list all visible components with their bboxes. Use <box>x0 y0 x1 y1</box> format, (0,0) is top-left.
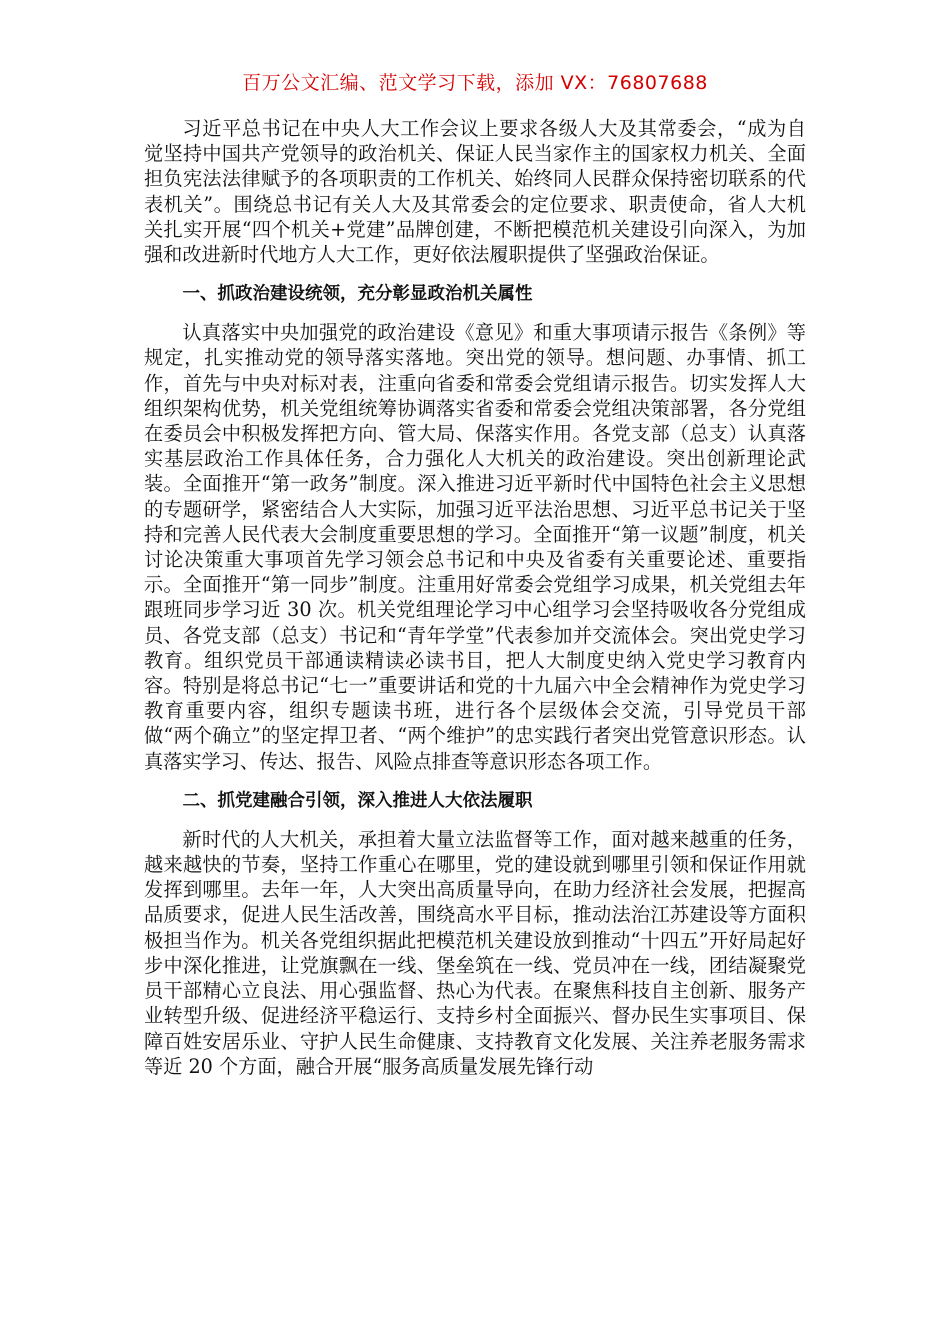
section-paragraph-1: 认真落实中央加强党的政治建设《意见》和重大事项请示报告《条例》等规定，扎实推动党的领导落实落地。突出党的领导。想问题、办事情、抓工作，首先与中央对标对表，注重向省委和常委会党组请示报告。切实发挥人大组织架构优势，机关党组统筹协调落实省委和常委会党组决策部署，各分党组在委员会中积极发挥把方向、管大局、保落实作用。各党支部（总支）认真落实基层政治工作具体任务，合力强化人大机关的政治建设。突出创新理论武装。全面推开“第一政务”制度。深入推进习近平新时代中国特色社会主义思想的专题研学，紧密结合人大实际，加强习近平法治思想、习近平总书记关于坚持和完善人民代表大会制度重要思想的学习。全面推开“第一议题”制度，机关讨论决策重大事项首先学习领会总书记和中央及省委有关重要论述、重要指示。全面推开“第一同步”制度。注重用好常委会党组学习成果，机关党组去年跟班同步学习近 30 次。机关党组理论学习中心组学习会坚持吸收各分党组成员、各党支部（总支）书记和“青年学堂”代表参加并交流体会。突出党史学习教育。组织党员干部通读精读必读书目，把人大制度史纳入党史学习教育内容。特别是将总书记“七一”重要讲话和党的十九届六中全会精神作为党史学习教育重要内容，组织专题读书班，进行各个层级体会交流，引导党员干部做“两个确立”的坚定捍卫者、“两个维护”的忠实践行者突出党管意识形态。认真落实学习、传达、报告、风险点排查等意识形态各项工作。 <box>144 321 806 773</box>
document-body <box>144 116 806 1079</box>
section-heading-1: 一、抓政治建设统领，充分彰显政治机关属性 <box>182 284 533 305</box>
section-heading-2: 二、抓党建融合引领，深入推进人大依法履职 <box>182 790 533 811</box>
section-paragraph-2: 新时代的人大机关，承担着大量立法监督等工作，面对越来越重的任务，越来越快的节奏，坚持工作重心在哪里，党的建设就到哪里引领和保证作用就发挥到哪里。去年一年，人大突出高质量导向，在助力经济社会发展，把握高品质要求，促进人民生活改善，围绕高水平目标，推动法治江苏建设等方面积极担当作为。机关各党组织据此把模范机关建设放到推动“十四五”开好局起好步中深化推进，让党旗飘在一线、堡垒筑在一线、党员冲在一线，团结凝聚党员干部精心立良法、用心强监督、热心为代表。在聚焦科技自主创新、服务产业转型升级、促进经济平稳运行、支持乡村全面振兴、督办民生实事项目、保障百姓安居乐业、守护人民生命健康、支持教育文化发展、关注养老服务需求等近 20 个方面，融合开展“服务高质量发展先锋行动 <box>144 827 806 1078</box>
intro-paragraph: 习近平总书记在中央人大工作会议上要求各级人大及其常委会，“成为自觉坚持中国共产党领导的政治机关、保证人民当家作主的国家权力机关、全面担负宪法法律赋予的各项职责的工作机关、始终同人民群众保持密切联系的代表机关”。围绕总书记有关人大及其常委会的定位要求、职责使命，省人大机关扎实开展“四个机关+党建”品牌创建，不断把模范机关建设引向深入，为加强和改进新时代地方人大工作，更好依法履职提供了坚强政治保证。 <box>144 117 806 267</box>
watermark-header: 百万公文汇编、范文学习下载，添加 VX：76807688 <box>242 72 708 94</box>
